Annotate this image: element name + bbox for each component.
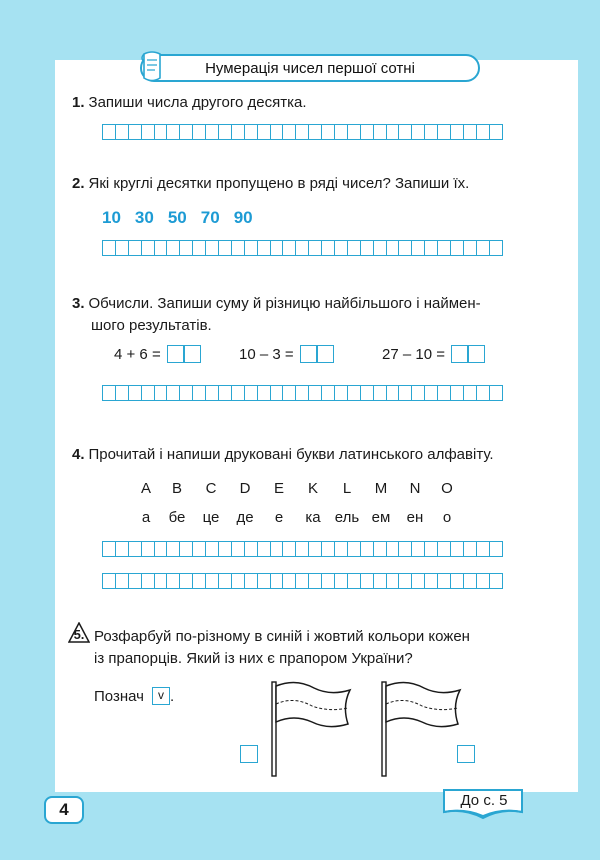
expression-1-text: 4 + 6 =: [114, 345, 161, 363]
expression-3-text: 27 – 10 =: [382, 345, 445, 363]
answer-grid-3[interactable]: [102, 385, 503, 401]
latin-letter: A: [140, 480, 151, 497]
expression-3: [382, 345, 484, 363]
answer-grid-4a[interactable]: [102, 541, 503, 557]
page-reference: До с. 5: [460, 792, 508, 809]
letter-name: е: [274, 509, 284, 526]
task-4-number: 4.: [72, 446, 85, 463]
latin-letter: C: [205, 480, 217, 497]
flag-2-icon: [372, 678, 464, 778]
expression-1-answer-boxes[interactable]: [167, 345, 200, 363]
latin-letter: L: [342, 480, 352, 497]
tens-number: 30: [134, 208, 154, 227]
task-2: [72, 173, 469, 195]
title-banner: [140, 54, 480, 82]
latin-letter: E: [273, 480, 284, 497]
task-5-text-line2: із прапорців. Який із них є прапором України?: [94, 650, 413, 667]
tens-number: 10: [102, 208, 121, 227]
task-1-text: Запиши числа другого десятка.: [88, 94, 307, 111]
letter-name: це: [202, 509, 220, 526]
tens-sequence: [102, 208, 253, 228]
page-frame-top: [0, 0, 600, 60]
flag-1-icon: [262, 678, 354, 778]
grid-cell[interactable]: [489, 240, 503, 256]
grid-cell[interactable]: [489, 573, 503, 589]
latin-letters-row: [132, 480, 462, 497]
checkmark-sample-box: v: [152, 687, 170, 705]
latin-letter: D: [239, 480, 251, 497]
page-frame-left: [0, 0, 55, 860]
page-frame-right: [578, 0, 600, 860]
task-4-text: Прочитай і напиши друковані букви латинського алфавіту.: [88, 446, 494, 463]
page-number: 4: [44, 796, 84, 824]
task-5-number: 5.: [73, 627, 85, 642]
tens-number: 50: [167, 208, 187, 227]
tens-number: 90: [233, 208, 253, 227]
expression-2-answer-boxes[interactable]: [300, 345, 333, 363]
letter-name: ем: [371, 509, 391, 526]
latin-letter: B: [171, 480, 182, 497]
mark-label: Познач: [94, 687, 144, 705]
task-5: [94, 626, 470, 670]
task-1-number: 1.: [72, 94, 85, 111]
grid-cell[interactable]: [489, 124, 503, 140]
task-2-number: 2.: [72, 175, 85, 192]
letter-name: о: [442, 509, 452, 526]
latin-letter: O: [441, 480, 453, 497]
task-1: [72, 92, 307, 114]
letter-names-row: [132, 509, 462, 526]
task-3-text-line2: шого результатів.: [91, 317, 212, 334]
mark-instruction: [94, 687, 174, 705]
flag-2-checkbox[interactable]: [457, 745, 475, 763]
letter-name: ка: [305, 509, 321, 526]
scroll-icon: [138, 50, 166, 84]
task-5-text-line1: Розфарбуй по-різному в синій і жовтий кольори кожен: [94, 628, 470, 645]
grid-cell[interactable]: [489, 385, 503, 401]
expression-1: [114, 345, 200, 363]
letter-name: а: [141, 509, 151, 526]
letter-name: ель: [334, 509, 360, 526]
task-4: [72, 444, 494, 466]
task-3: [72, 293, 481, 337]
answer-grid-2[interactable]: [102, 240, 503, 256]
letter-name: бе: [168, 509, 186, 526]
expression-2-text: 10 – 3 =: [239, 345, 294, 363]
answer-grid-4b[interactable]: [102, 573, 503, 589]
mark-period: .: [169, 687, 175, 705]
page-title: Нумерація чисел першої сотні: [205, 59, 415, 77]
answer-grid-1[interactable]: [102, 124, 503, 140]
latin-letter: M: [374, 480, 388, 497]
task-2-text: Які круглі десятки пропущено в ряді чисел? Запиши їх.: [88, 175, 470, 192]
task-3-text-line1: Обчисли. Запиши суму й різницю найбільшого і наймен-: [88, 295, 481, 312]
expression-3-answer-boxes[interactable]: [451, 345, 484, 363]
grid-cell[interactable]: [489, 541, 503, 557]
letter-name: ен: [406, 509, 424, 526]
latin-letter: K: [307, 480, 318, 497]
latin-letter: N: [409, 480, 421, 497]
letter-name: де: [236, 509, 254, 526]
task-3-number: 3.: [72, 295, 85, 312]
expression-2: [239, 345, 333, 363]
tens-number: 70: [200, 208, 220, 227]
flag-1-checkbox[interactable]: [240, 745, 258, 763]
